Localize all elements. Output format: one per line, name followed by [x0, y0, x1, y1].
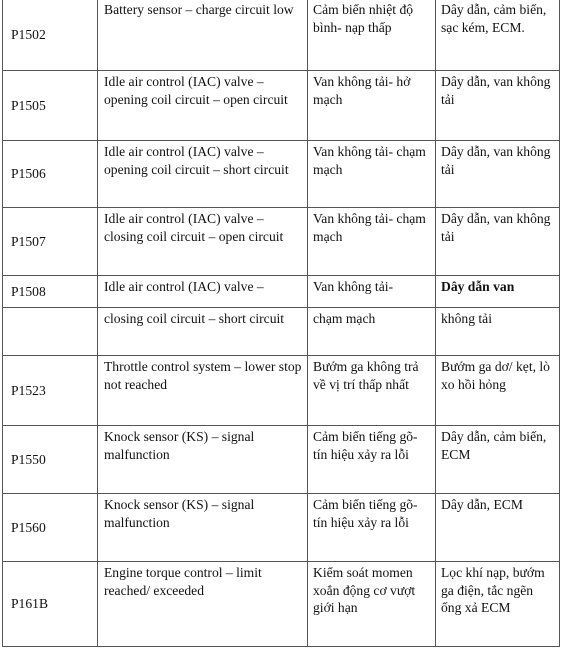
- code-cell: P1507: [3, 208, 98, 276]
- table-row: [3, 276, 560, 308]
- table-row: [3, 208, 560, 276]
- meaning-cell: Cảm biến tiếng gõ- tín hiệu xảy ra lỗi: [308, 494, 436, 562]
- cause-cell: Bướm ga dơ/ kẹt, lò xo hồi hỏng: [436, 356, 560, 426]
- description-cell: closing coil circuit – short circuit: [98, 308, 308, 356]
- code-cell: P161B: [3, 562, 98, 647]
- code-cell: P1508: [3, 276, 98, 308]
- table-row: [3, 71, 560, 141]
- meaning-cell: Kiểm soát momen xoắn động cơ vượt giới hạn: [308, 562, 436, 647]
- dtc-table: [2, 0, 560, 647]
- table-row: [3, 426, 560, 494]
- table-row: [3, 356, 560, 426]
- table-row: [3, 141, 560, 208]
- meaning-cell: Cảm biến nhiệt độ bình- nạp thấp: [308, 0, 436, 71]
- description-cell: Knock sensor (KS) – signal malfunction: [98, 494, 308, 562]
- meaning-cell: Cảm biến tiếng gõ- tín hiệu xảy ra lỗi: [308, 426, 436, 494]
- meaning-cell: Van không tải- hở mạch: [308, 71, 436, 141]
- description-cell: Engine torque control – limit reached/ exceeded: [98, 562, 308, 647]
- cause-cell: không tải: [436, 308, 560, 356]
- meaning-cell: Van không tải- chạm mạch: [308, 141, 436, 208]
- code-cell: [3, 308, 98, 356]
- code-cell: P1505: [3, 71, 98, 141]
- table-row: [3, 0, 560, 71]
- code-cell: P1506: [3, 141, 98, 208]
- description-cell: Idle air control (IAC) valve – opening coil circuit – short circuit: [98, 141, 308, 208]
- meaning-cell: Bướm ga không trả về vị trí thấp nhất: [308, 356, 436, 426]
- description-cell: Battery sensor – charge circuit low: [98, 0, 308, 71]
- cause-cell: Dây dẫn van: [436, 276, 560, 308]
- cause-cell: Dây dẫn, van không tải: [436, 208, 560, 276]
- description-cell: Idle air control (IAC) valve – closing coil circuit – open circuit: [98, 208, 308, 276]
- table-row: [3, 494, 560, 562]
- meaning-cell: Van không tải-: [308, 276, 436, 308]
- cause-cell: Dây dẫn, ECM: [436, 494, 560, 562]
- code-cell: P1523: [3, 356, 98, 426]
- table-row: [3, 308, 560, 356]
- code-cell: P1560: [3, 494, 98, 562]
- description-cell: Knock sensor (KS) – signal malfunction: [98, 426, 308, 494]
- cause-cell: Dây dẫn, cảm biến, ECM: [436, 426, 560, 494]
- description-cell: Throttle control system – lower stop not reached: [98, 356, 308, 426]
- cause-cell: Lọc khí nạp, bướm ga điện, tắc ngẽn ống xả ECM: [436, 562, 560, 647]
- meaning-cell: chạm mạch: [308, 308, 436, 356]
- table-row: [3, 562, 560, 647]
- code-cell: P1502: [3, 0, 98, 71]
- meaning-cell: Van không tải- chạm mạch: [308, 208, 436, 276]
- cause-cell: Dây dẫn, van không tải: [436, 71, 560, 141]
- code-cell: P1550: [3, 426, 98, 494]
- description-cell: Idle air control (IAC) valve –: [98, 276, 308, 308]
- cause-cell: Dây dẫn, van không tải: [436, 141, 560, 208]
- cause-cell: Dây dẫn, cảm biến, sạc kém, ECM.: [436, 0, 560, 71]
- description-cell: Idle air control (IAC) valve – opening coil circuit – open circuit: [98, 71, 308, 141]
